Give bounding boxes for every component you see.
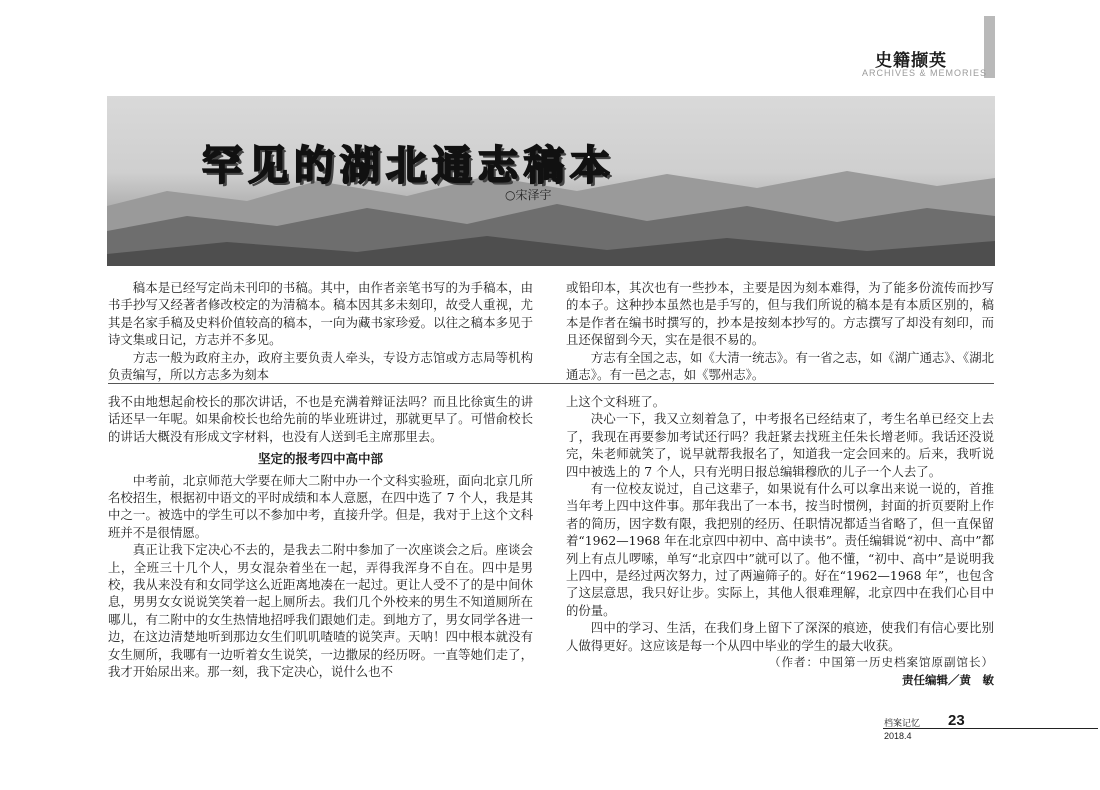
- section-divider: [108, 383, 994, 384]
- body-paragraph: 决心一下，我又立刻着急了，中考报名已经结束了，考生名单已经交上去了，我现在再要参加考试还行吗？我赶紧去找班主任朱长增老师。我话还没说完，朱老师就笑了，说早就帮我报名了，知道我一定会回来的。后来，我听说四中被选上的 7 个人，只有光明日报总编辑穆欣的儿子一个人去了。: [566, 411, 994, 479]
- body-paragraph: 中考前，北京师范大学要在师大二附中办一个文科实验班，面向北京几所名校招生，根据初中语文的平时成绩和本人意愿，在四中选了 7 个人，我是其中之一。被选中的学生可以不参加中考，直接升学。但是，我对于上这个文科班并不是很情愿。: [108, 472, 533, 540]
- article-title: 罕见的湖北通志稿本: [202, 143, 616, 189]
- title-banner: [107, 96, 995, 266]
- body-paragraph: 有一位校友说过，自己这辈子，如果说有什么可以拿出来说一说的，首推当年考上四中这件事。那年我出了一本书，按当时惯例，封面的折页要附上作者的简历，因字数有限，我把别的经历、任职情况都适当省略了，但一直保留着“1962—1968 年在北京四中初中、高中读书”。责任编辑说“初中、高中”都列上有点儿啰嗦，单写“北京四中”就可以了。他不懂，“初中、高中”是说明我上四中，是经过两次努力，过了两遍筛子的。好在“1962—1968 年”，也包含了这层意思，我只好让步。实际上，其他人很难理解，北京四中在我们心目中的份量。: [566, 481, 994, 618]
- body-paragraph: 真正让我下定决心不去的，是我去二附中参加了一次座谈会之后。座谈会上，全班三十几个人，男女混杂着坐在一起，弄得我浑身不自在。四中是男校，我从来没有和女同学这么近距离地凑在一起过。更让人受不了的是中间休息，男男女女说说笑笑着一起上厕所去。我们几个外校来的男生不知道厕所在哪儿，有二附中的女生热情地招呼我们跟她们走。到地方了，男女同学各进一边，在这边清楚地听到那边女生们叽叽喳喳的说笑声。天呐！四中根本就没有女生厕所，我哪有一边听着女生说笑，一边撒尿的经历呀。一直等她们走了，我才开始尿出来。那一刻，我下定决心，说什么也不: [108, 542, 533, 680]
- section-title: 史籍撷英: [875, 51, 947, 71]
- editor-credit: 责任编辑／黄 敏: [902, 672, 994, 687]
- subheading: 坚定的报考四中高中部: [257, 451, 383, 467]
- page-number: 23: [948, 712, 965, 729]
- section-subtitle-en: ARCHIVES & MEMORIES: [862, 68, 988, 78]
- intro-paragraph: 方志一般为政府主办，政府主要负责人牵头，专设方志馆或方志局等机构负责编写，所以方志多为刻本: [108, 349, 533, 383]
- body-paragraph: 我不由地想起俞校长的那次讲话，不也是充满着辩证法吗？而且比徐寅生的讲话还早一年呢。如果俞校长也给先前的毕业班讲过，那就更早了。可惜俞校长的讲话大概没有形成文字材料，也没有人送到毛主席那里去。: [108, 394, 533, 444]
- intro-paragraph: 方志有全国之志，如《大清一统志》。有一省之志，如《湖广通志》、《湖北通志》。有一邑之志，如《鄂州志》。: [566, 349, 994, 383]
- intro-paragraph: 稿本是已经写定尚未刊印的书稿。其中，由作者亲笔书写的为手稿本，由书手抄写又经著者修改校定的为清稿本。稿本因其多未刻印，故受人重视，尤其是名家手稿及史料价值较高的稿本，一向为藏书家珍爱。以往之稿本多见于诗文集或日记，方志并不多见。: [108, 280, 533, 348]
- journal-name: 档案记忆: [884, 718, 921, 728]
- body-left-column: [108, 393, 533, 681]
- intro-left-column: [108, 279, 533, 383]
- body-right-column: [566, 393, 994, 689]
- issue-year: 2018.4: [884, 731, 912, 741]
- intro-right-column: [566, 279, 994, 383]
- article-author: ○宋泽宇: [505, 188, 552, 202]
- intro-paragraph: 或铅印本，其次也有一些抄本，主要是因为刻本难得，为了能多份流传而抄写的本子。这种抄本虽然也是手写的，但与我们所说的稿本是有本质区别的，稿本是作者在编书时撰写的，抄本是按刻本抄写的。方志撰写了却没有刻印，而且还保留到今天，实在是很不易的。: [566, 280, 994, 348]
- body-paragraph: 四中的学习、生活，在我们身上留下了深深的痕迹，使我们有信心要比别人做得更好。这应该是每一个从四中毕业的学生的最大收获。: [566, 620, 994, 653]
- author-note: （作者：中国第一历史档案馆原副馆长）: [769, 655, 994, 670]
- body-paragraph: 上这个文科班了。: [566, 394, 666, 409]
